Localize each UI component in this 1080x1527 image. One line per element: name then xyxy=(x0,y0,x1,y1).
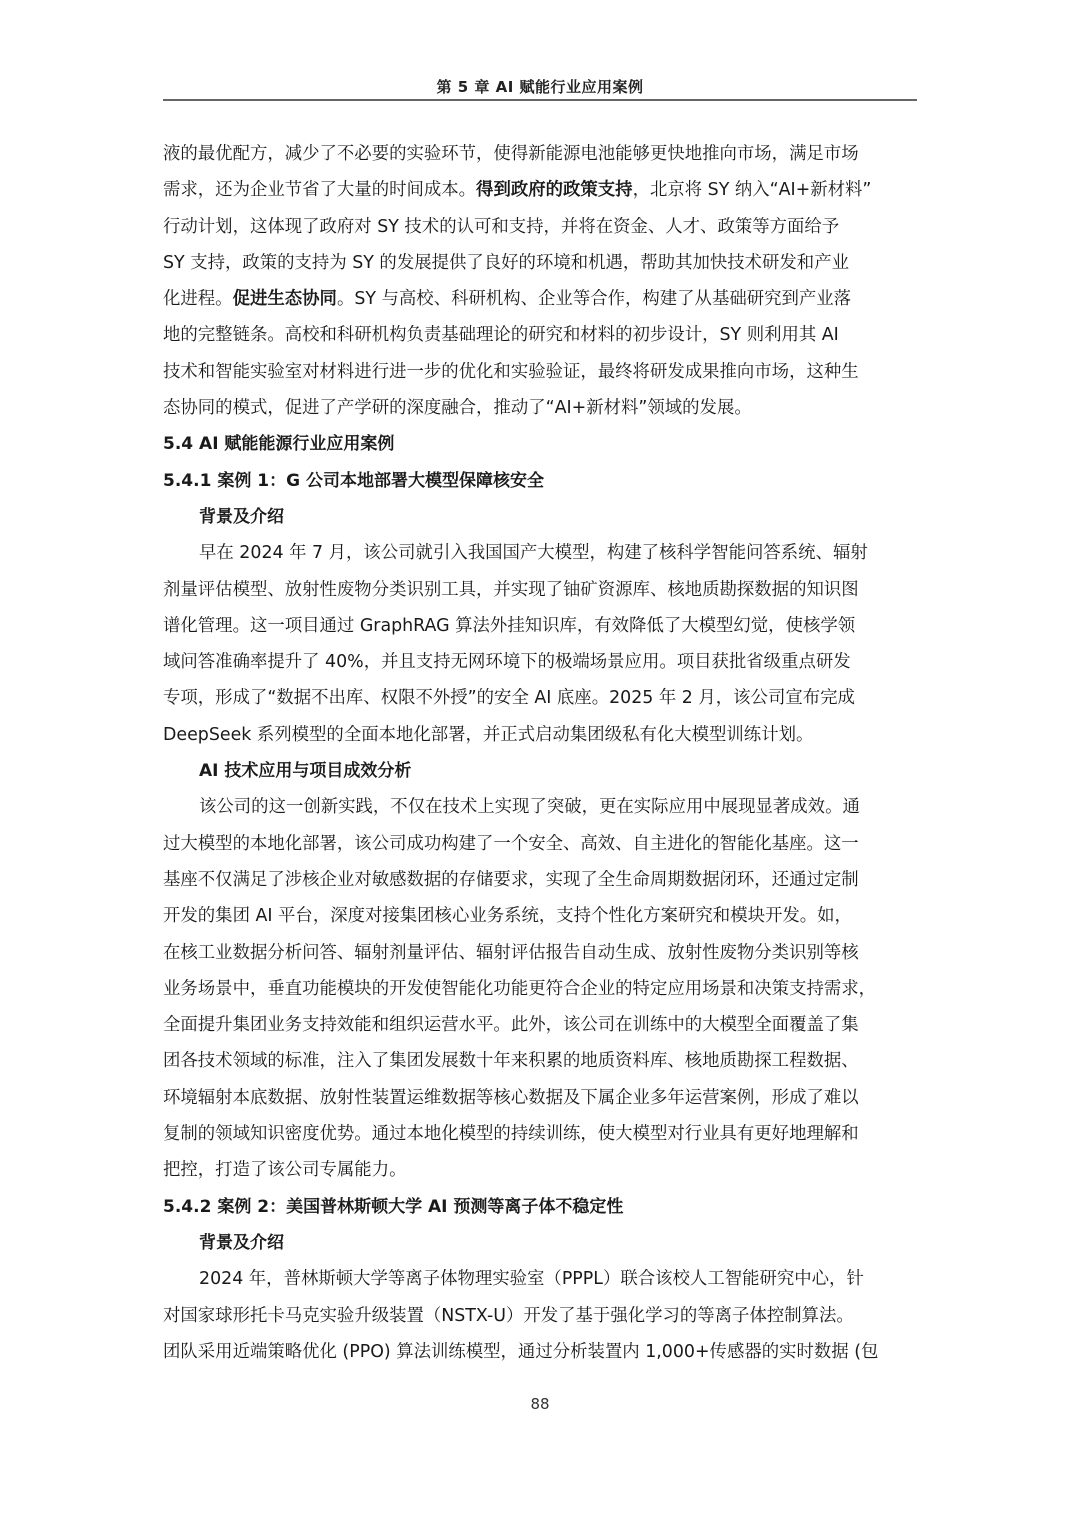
bold-text-run: 得到政府的政策支持 xyxy=(476,180,633,201)
text-run: 化进程。 xyxy=(163,289,233,310)
text-run: 态协同的模式，促进了产学研的深度融合，推动了“AI+新材料”领域的发展。 xyxy=(163,398,752,419)
text-run: ，北京将 SY 纳入“AI+新材料” xyxy=(632,180,872,201)
paragraph-line: 全面提升集团业务支持效能和组织运营水平。此外，该公司在训练中的大模型全面覆盖了集 xyxy=(163,1015,859,1036)
paragraph-line xyxy=(163,354,919,390)
paragraph-line: 环境辐射本底数据、放射性装置运维数据等核心数据及下属企业多年运营案例，形成了难以 xyxy=(163,1087,859,1108)
text-run: 行动计划，这体现了政府对 SY 技术的认可和支持，并将在资金、人才、政策等方面给予 xyxy=(163,216,840,237)
paragraph-line: 业务场景中，垂直功能模块的开发使智能化功能更符合企业的特定应用场景和决策支持需求， xyxy=(163,978,877,999)
text-run: 需求，还为企业节省了大量的时间成本。 xyxy=(163,180,477,201)
paragraph-line xyxy=(163,245,919,281)
paragraph-line: 开发的集团 AI 平台，深度对接集团核心业务系统，支持个性化方案研究和模块开发。如， xyxy=(163,906,852,927)
paragraph-line xyxy=(163,281,919,317)
paragraph-line xyxy=(163,317,919,353)
paragraph-line: 专项，形成了“数据不出库、权限不外授”的安全 AI 底座。2025 年 2 月，该公司宣布完成 xyxy=(163,688,855,709)
paragraph-line: 把控，打造了该公司专属能力。 xyxy=(163,1160,407,1181)
paragraph-line: 早在 2024 年 7 月，该公司就引入我国国产大模型，构建了核科学智能问答系统、辐射 xyxy=(199,543,868,564)
text-run: 技术和智能实验室对材料进行进一步的优化和实验验证，最终将研发成果推向市场，这种生 xyxy=(163,361,859,382)
subheading-background: 背景及介绍 xyxy=(199,506,284,527)
text-run: SY 支持，政策的支持为 SY 的发展提供了良好的环境和机遇，帮助其加快技术研发和产业 xyxy=(163,252,849,273)
paragraph-line: 对国家球形托卡马克实验升级装置（NSTX-U）开发了基于强化学习的等离子体控制算法。 xyxy=(163,1305,854,1326)
paragraph-line: 基座不仅满足了涉核企业对敏感数据的存储要求，实现了全生命周期数据闭环，还通过定制 xyxy=(163,869,859,890)
paragraph-line xyxy=(163,390,919,426)
text-run: 液的最优配方，减少了不必要的实验环节，使得新能源电池能够更快地推向市场，满足市场 xyxy=(163,144,859,164)
text-run: 地的完整链条。高校和科研机构负责基础理论的研究和材料的初步设计，SY 则利用其 AI xyxy=(163,325,839,346)
paragraph-line: 过大模型的本地化部署，该公司成功构建了一个安全、高效、自主进化的智能化基座。这一 xyxy=(163,833,859,854)
header-rule xyxy=(163,99,917,101)
paragraph-line: 剂量评估模型、放射性废物分类识别工具，并实现了铀矿资源库、核地质勘探数据的知识图 xyxy=(163,579,859,600)
paragraph-line: DeepSeek 系列模型的全面本地化部署，并正式启动集团级私有化大模型训练计划。 xyxy=(163,724,814,745)
subsection-heading-case-2: 5.4.2 案例 2：美国普林斯顿大学 AI 预测等离子体不稳定性 xyxy=(163,1196,624,1217)
running-header: 第 5 章 AI 赋能行业应用案例 xyxy=(436,78,644,96)
subheading-analysis: AI 技术应用与项目成效分析 xyxy=(199,761,412,782)
paragraph-line xyxy=(163,136,919,172)
subheading-background: 背景及介绍 xyxy=(199,1232,284,1253)
paragraph-line: 2024 年，普林斯顿大学等离子体物理实验室（PPPL）联合该校人工智能研究中心，针 xyxy=(199,1269,864,1290)
paragraph-line: 团队采用近端策略优化 (PPO) 算法训练模型，通过分析装置内 1,000+传感器的实时数据 (包 xyxy=(163,1341,879,1362)
paragraph-line: 该公司的这一创新实践，不仅在技术上实现了突破，更在实际应用中展现显著成效。通 xyxy=(199,797,860,818)
bold-text-run: 促进生态协同 xyxy=(232,289,337,310)
page-number: 88 xyxy=(530,1395,550,1413)
subsection-heading-case-1: 5.4.1 案例 1：G 公司本地部署大模型保障核安全 xyxy=(163,470,544,491)
section-heading: 5.4 AI 赋能能源行业应用案例 xyxy=(163,434,395,455)
paragraph-line: 在核工业数据分析问答、辐射剂量评估、辐射评估报告自动生成、放射性废物分类识别等核 xyxy=(163,942,859,963)
paragraph-line xyxy=(163,172,919,208)
text-run: 。SY 与高校、科研机构、企业等合作，构建了从基础研究到产业落 xyxy=(336,289,852,310)
body-text xyxy=(163,136,919,1370)
paragraph-line: 谱化管理。这一项目通过 GraphRAG 算法外挂知识库，有效降低了大模型幻觉，使核学领 xyxy=(163,615,856,636)
paragraph-line xyxy=(163,209,919,245)
paragraph-line: 团各技术领域的标准，注入了集团发展数十年来积累的地质资料库、核地质勘探工程数据、 xyxy=(163,1051,859,1072)
paragraph-line: 域问答准确率提升了 40%，并且支持无网环境下的极端场景应用。项目获批省级重点研发 xyxy=(163,652,851,673)
paragraph-line: 复制的领域知识密度优势。通过本地化模型的持续训练，使大模型对行业具有更好地理解和 xyxy=(163,1124,859,1145)
